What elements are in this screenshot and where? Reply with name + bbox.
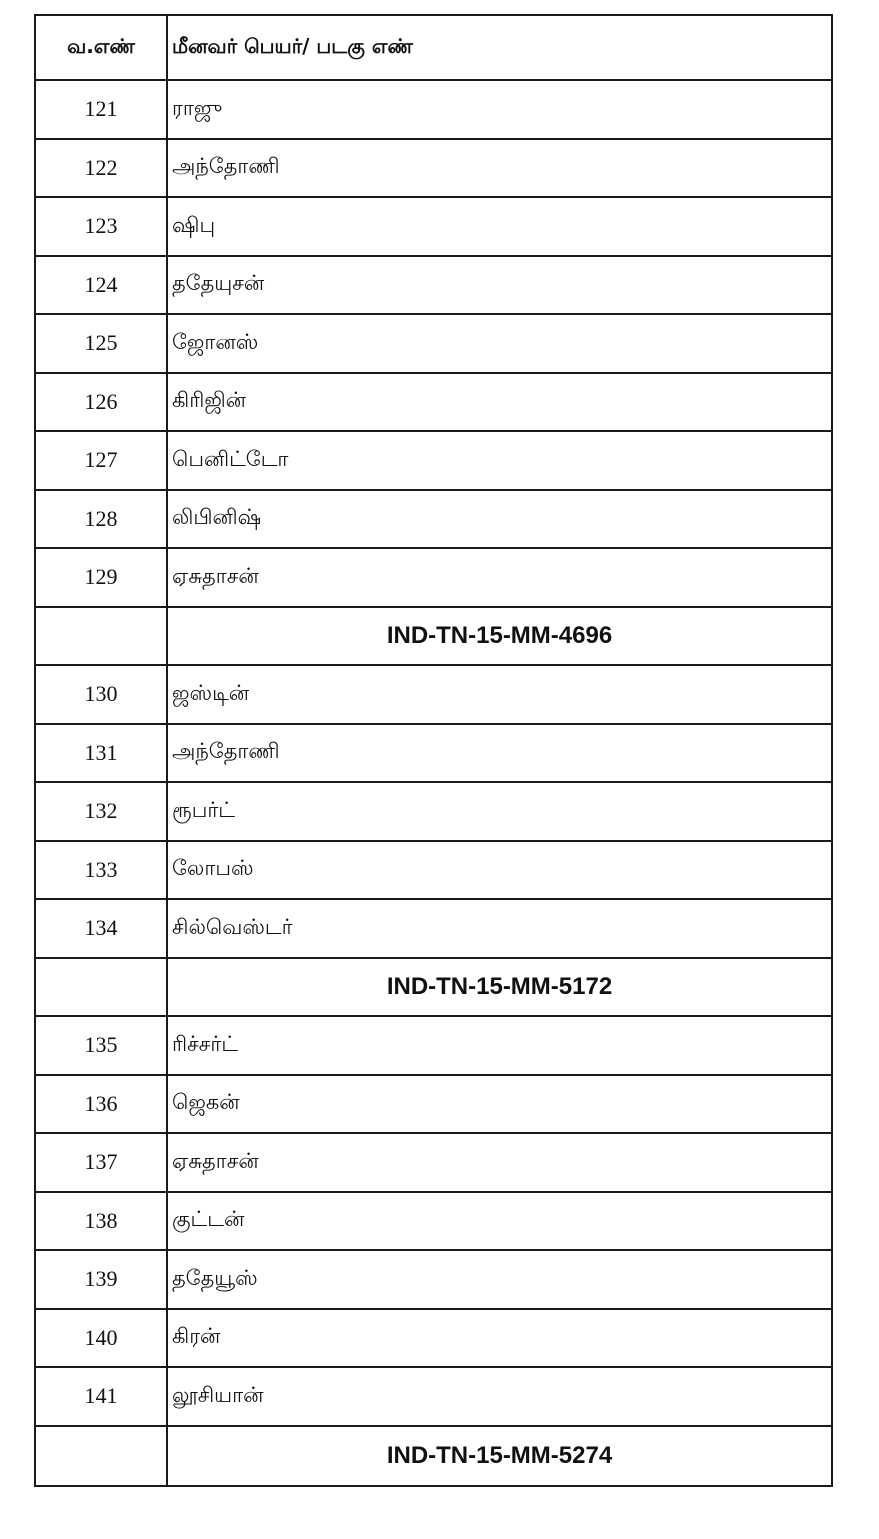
serial-number-cell: 139 (35, 1250, 167, 1309)
serial-number-cell: 123 (35, 197, 167, 256)
fisherman-name-cell: ரூபர்ட் (167, 782, 832, 841)
name-header: மீனவர் பெயர்/ படகு எண் (167, 15, 832, 80)
serial-number-cell: 131 (35, 724, 167, 783)
fisherman-name-cell: ஜோனஸ் (167, 314, 832, 373)
serial-number-cell: 135 (35, 1016, 167, 1075)
serial-number-cell: 132 (35, 782, 167, 841)
table-row (35, 1250, 832, 1309)
fisherman-name-cell: சில்வெஸ்டர் (167, 899, 832, 958)
table-row (35, 724, 832, 783)
serial-number-cell: 125 (35, 314, 167, 373)
serial-number-cell: 129 (35, 548, 167, 607)
serial-number-cell: 137 (35, 1133, 167, 1192)
serial-number-cell: 134 (35, 899, 167, 958)
serial-number-cell: 130 (35, 665, 167, 724)
table-row (35, 80, 832, 139)
fisherman-name-cell: ஷிபு (167, 197, 832, 256)
fisherman-name-cell: ரிச்சர்ட் (167, 1016, 832, 1075)
serial-number-cell: 122 (35, 139, 167, 198)
table-header-row (35, 15, 832, 80)
table-body (35, 80, 832, 1486)
table-row (35, 139, 832, 198)
boat-number-row (35, 607, 832, 666)
fisherman-name-cell: அந்தோணி (167, 139, 832, 198)
serial-number-header: வ.எண் (35, 15, 167, 80)
serial-number-cell: 126 (35, 373, 167, 432)
boat-number-cell: IND-TN-15-MM-5172 (167, 958, 832, 1017)
table-row (35, 1016, 832, 1075)
boat-number-cell: IND-TN-15-MM-4696 (167, 607, 832, 666)
serial-number-cell: 136 (35, 1075, 167, 1134)
serial-number-cell: 128 (35, 490, 167, 549)
serial-number-cell: 133 (35, 841, 167, 900)
fisherman-name-cell: குட்டன் (167, 1192, 832, 1251)
serial-number-cell (35, 958, 167, 1017)
fisherman-name-cell: ததேயுசன் (167, 256, 832, 315)
serial-number-cell: 121 (35, 80, 167, 139)
table-row (35, 548, 832, 607)
fisherman-name-cell: ஏசுதாசன் (167, 1133, 832, 1192)
table-row (35, 373, 832, 432)
serial-number-cell (35, 1426, 167, 1486)
fisherman-name-cell: ஜஸ்டின் (167, 665, 832, 724)
table-row (35, 665, 832, 724)
boat-number-cell: IND-TN-15-MM-5274 (167, 1426, 832, 1486)
fisherman-name-cell: ஜெகன் (167, 1075, 832, 1134)
table-row (35, 197, 832, 256)
table-row (35, 899, 832, 958)
fisherman-name-cell: அந்தோணி (167, 724, 832, 783)
serial-number-cell: 141 (35, 1367, 167, 1426)
table-row (35, 431, 832, 490)
table-row (35, 1192, 832, 1251)
fisherman-name-cell: லூசியான் (167, 1367, 832, 1426)
fisherman-name-cell: கிரிஜின் (167, 373, 832, 432)
fisherman-name-cell: லிபினிஷ் (167, 490, 832, 549)
fishermen-table (34, 14, 833, 1487)
serial-number-cell: 124 (35, 256, 167, 315)
table-row (35, 490, 832, 549)
serial-number-cell (35, 607, 167, 666)
fisherman-name-cell: கிரன் (167, 1309, 832, 1368)
boat-number-row (35, 1426, 832, 1486)
table-row (35, 256, 832, 315)
fisherman-name-cell: ராஜு (167, 80, 832, 139)
table-row (35, 1133, 832, 1192)
fisherman-name-cell: லோபஸ் (167, 841, 832, 900)
serial-number-cell: 138 (35, 1192, 167, 1251)
table-row (35, 1367, 832, 1426)
serial-number-cell: 140 (35, 1309, 167, 1368)
fisherman-name-cell: பெனிட்டோ (167, 431, 832, 490)
boat-number-row (35, 958, 832, 1017)
table-row (35, 314, 832, 373)
table-row (35, 782, 832, 841)
table-row (35, 841, 832, 900)
table-row (35, 1309, 832, 1368)
fisherman-name-cell: ததேயூஸ் (167, 1250, 832, 1309)
serial-number-cell: 127 (35, 431, 167, 490)
table-row (35, 1075, 832, 1134)
fisherman-name-cell: ஏசுதாசன் (167, 548, 832, 607)
